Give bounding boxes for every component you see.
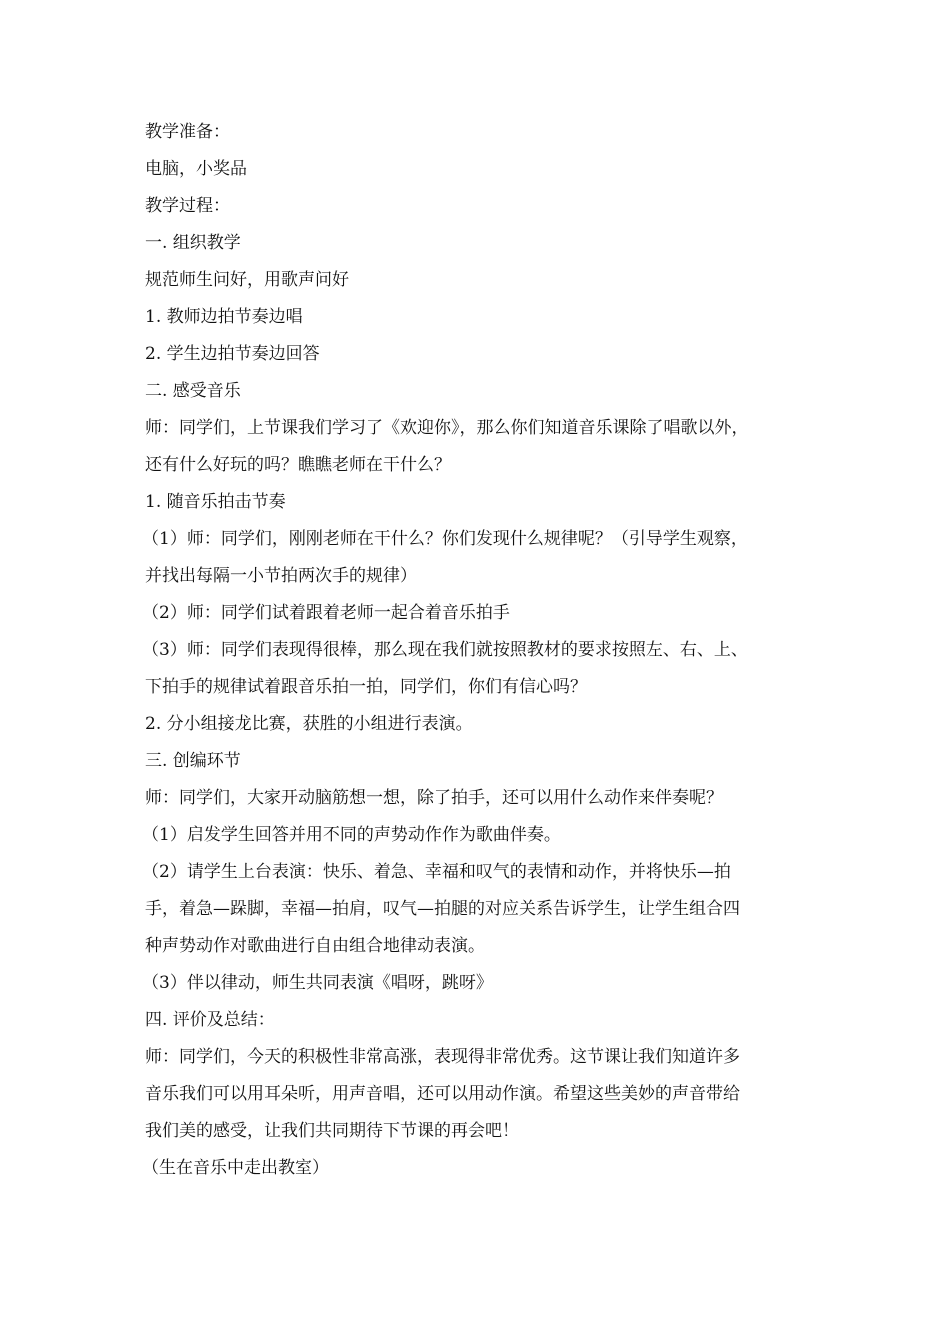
list-item: 1. 随音乐拍击节奏 bbox=[145, 492, 286, 512]
text-line: （生在音乐中走出教室） bbox=[142, 1158, 329, 1178]
text-line: 教学过程： bbox=[145, 196, 230, 216]
text-line: 音乐我们可以用耳朵听，用声音唱，还可以用动作演。希望这些美妙的声音带给 bbox=[145, 1084, 740, 1104]
text-line: 师：同学们，今天的积极性非常高涨，表现得非常优秀。这节课让我们知道许多 bbox=[145, 1047, 740, 1067]
section-heading: 三. 创编环节 bbox=[145, 751, 241, 771]
text-line: 还有什么好玩的吗？瞧瞧老师在干什么？ bbox=[145, 455, 451, 475]
text-line: （1）启发学生回答并用不同的声势动作作为歌曲伴奏。 bbox=[142, 825, 561, 845]
list-item: 2. 分小组接龙比赛，获胜的小组进行表演。 bbox=[145, 714, 473, 734]
text-line: 种声势动作对歌曲进行自由组合地律动表演。 bbox=[145, 936, 485, 956]
text-line: 规范师生问好，用歌声问好 bbox=[145, 270, 349, 290]
text-line: （3）师：同学们表现得很棒，那么现在我们就按照教材的要求按照左、右、上、 bbox=[142, 640, 748, 660]
document-body bbox=[142, 114, 810, 1187]
text-line: 电脑，小奖品 bbox=[145, 159, 247, 179]
text-line: （3）伴以律动，师生共同表演《唱呀，跳呀》 bbox=[142, 973, 493, 993]
section-heading: 二. 感受音乐 bbox=[145, 381, 241, 401]
text-line: （2）请学生上台表演：快乐、着急、幸福和叹气的表情和动作，并将快乐—拍 bbox=[142, 862, 731, 882]
text-line: （2）师：同学们试着跟着老师一起合着音乐拍手 bbox=[142, 603, 510, 623]
list-item: 1. 教师边拍节奏边唱 bbox=[145, 307, 303, 327]
text-line: 我们美的感受，让我们共同期待下节课的再会吧！ bbox=[145, 1121, 519, 1141]
text-line: 手，着急—跺脚，幸福—拍肩，叹气—拍腿的对应关系告诉学生，让学生组合四 bbox=[145, 899, 740, 919]
section-heading: 四. 评价及总结： bbox=[145, 1010, 275, 1030]
text-line: 师：同学们，上节课我们学习了《欢迎你》，那么你们知道音乐课除了唱歌以外， bbox=[145, 418, 749, 438]
section-heading: 一. 组织教学 bbox=[145, 233, 241, 253]
text-line: 师：同学们，大家开动脑筋想一想，除了拍手，还可以用什么动作来伴奏呢？ bbox=[145, 788, 723, 808]
list-item: 2. 学生边拍节奏边回答 bbox=[145, 344, 320, 364]
text-line: （1）师：同学们，刚刚老师在干什么？你们发现什么规律呢？（引导学生观察， bbox=[142, 529, 748, 549]
text-line: 下拍手的规律试着跟音乐拍一拍，同学们，你们有信心吗？ bbox=[145, 677, 587, 697]
text-line: 并找出每隔一小节拍两次手的规律） bbox=[145, 566, 417, 586]
text-line: 教学准备： bbox=[145, 122, 230, 142]
